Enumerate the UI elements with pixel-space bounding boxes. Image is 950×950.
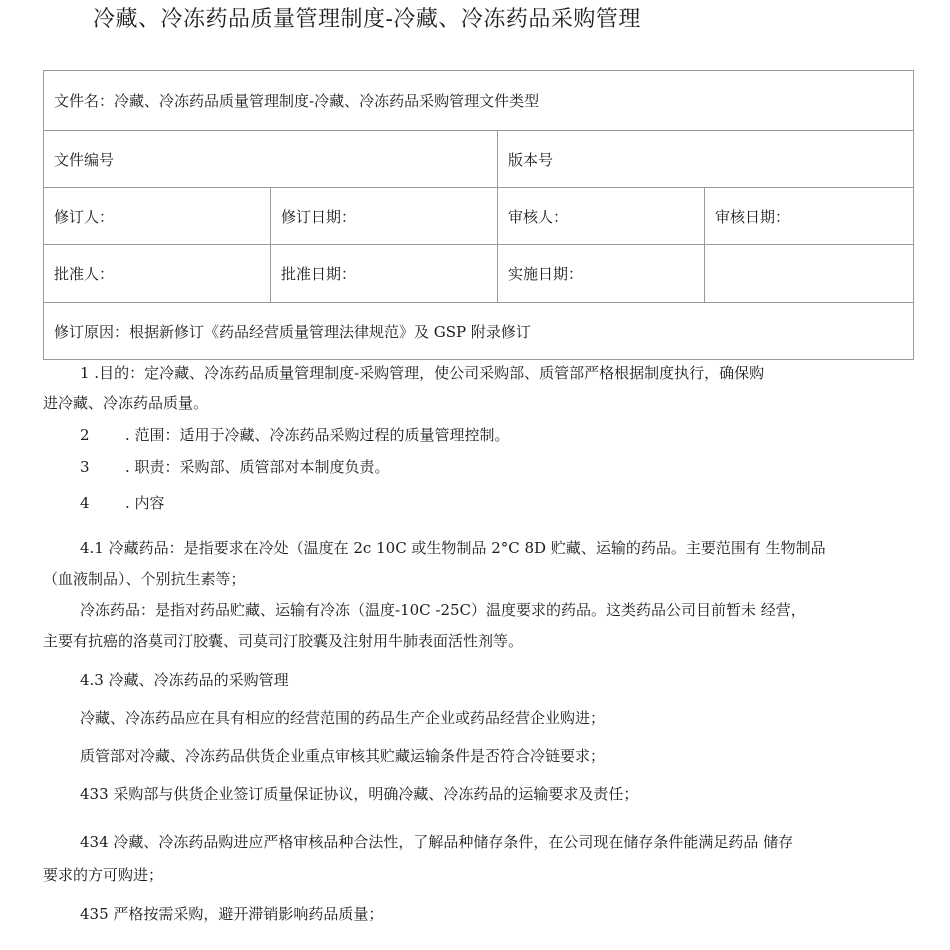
effective-date-cell: 实施日期：	[498, 245, 705, 303]
reviser-cell: 修订人：	[44, 188, 271, 245]
procurement-item-4-line-1: 434 冷藏、冷冻药品购进应严格审核品种合法性，了解品种储存条件，在公司现在储存条件能满足药品 储存	[80, 833, 794, 851]
procurement-item-1: 冷藏、冷冻药品应在具有相应的经营范围的药品生产企业或药品经营企业购进；	[80, 709, 606, 727]
blank-cell	[705, 245, 914, 303]
refrigerated-def-line-1: 4.1 冷藏药品：是指要求在冷处（温度在 2c 10C 或生物制品 2°C 8D 贮藏、运输的药品。主要范围有 生物制品	[80, 539, 826, 557]
file-number-cell: 文件编号	[44, 131, 498, 188]
frozen-def-line-2: 主要有抗癌的洛莫司汀胶囊、司莫司汀胶囊及注射用牛肺表面活性剂等。	[43, 632, 524, 650]
responsibility-paragraph	[43, 452, 940, 482]
approve-date-cell: 批准日期：	[271, 245, 498, 303]
procurement-item-2: 质管部对冷藏、冷冻药品供货企业重点审核其贮藏运输条件是否符合冷链要求；	[80, 747, 606, 765]
procurement-item-4-line-2: 要求的方可购进；	[43, 866, 164, 884]
responsibility-text: . 职责：采购部、质管部对本制度负责。	[125, 458, 390, 476]
revise-reason-cell: 修订原因：根据新修订《药品经营质量管理法律规范》及 GSP 附录修订	[44, 303, 914, 360]
responsibility-number: 3	[80, 458, 90, 476]
reviewer-cell: 审核人：	[498, 188, 705, 245]
refrigerated-def-line-2: （血液制品）、个别抗生素等；	[43, 570, 246, 588]
procurement-heading: 4.3 冷藏、冷冻药品的采购管理	[80, 671, 289, 689]
procurement-item-3: 433 采购部与供货企业签订质量保证协议，明确冷藏、冷冻药品的运输要求及责任；	[80, 785, 639, 803]
scope-paragraph	[43, 420, 940, 450]
purpose-line-2: 进冷藏、冷冻药品质量。	[43, 394, 209, 412]
approver-cell: 批准人：	[44, 245, 271, 303]
document-info-table	[43, 70, 914, 360]
file-name-cell: 文件名：冷藏、冷冻药品质量管理制度-冷藏、冷冻药品采购管理文件类型	[44, 71, 914, 131]
scope-text: . 范围：适用于冷藏、冷冻药品采购过程的质量管理控制。	[125, 426, 510, 444]
scope-number: 2	[80, 426, 90, 444]
frozen-def-line-1: 冷冻药品：是指对药品贮藏、运输有冷冻（温度-10C -25C）温度要求的药品。这类药品公司目前暂未 经营，	[80, 601, 806, 619]
content-heading	[43, 488, 940, 518]
content-number: 4	[80, 494, 90, 512]
content-text: . 内容	[125, 494, 165, 512]
document-title: 冷藏、冷冻药品质量管理制度-冷藏、冷冻药品采购管理	[93, 7, 641, 32]
revise-date-cell: 修订日期：	[271, 188, 498, 245]
purpose-line-1: 1 .目的：定冷藏、冷冻药品质量管理制度-采购管理，使公司采购部、质管部严格根据制度执行，确保购	[80, 364, 765, 382]
version-cell: 版本号	[498, 131, 914, 188]
review-date-cell: 审核日期：	[705, 188, 914, 245]
procurement-item-5: 435 严格按需采购，避开滞销影响药品质量；	[80, 905, 384, 923]
